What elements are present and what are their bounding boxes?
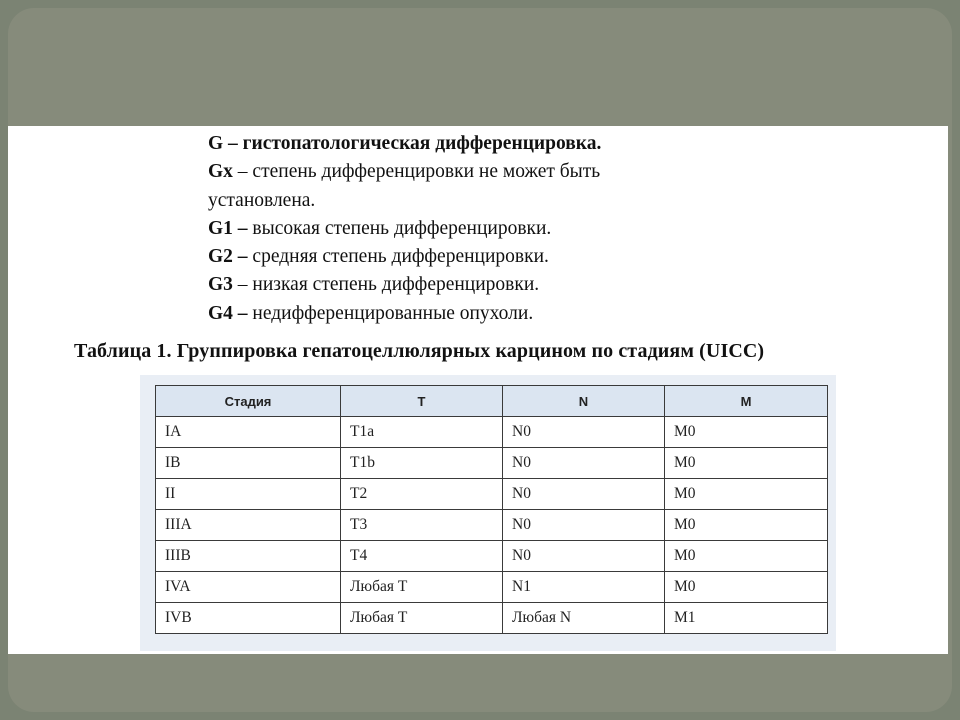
table-cell: N0: [503, 479, 665, 510]
grade-text: установлена.: [208, 189, 316, 211]
table-cell: T1a: [341, 417, 503, 448]
header-cell: T: [341, 386, 503, 417]
table-cell: M0: [665, 541, 828, 572]
table-cell: N0: [503, 448, 665, 479]
grade-text: – гистопатологическая дифференцировка.: [223, 133, 602, 154]
grade-definition-line: [208, 271, 908, 299]
table-cell: N0: [503, 541, 665, 572]
header-cell: M: [665, 386, 828, 417]
grade-definition-line: [208, 215, 908, 243]
table-frame: [140, 375, 836, 651]
grade-definition-line: [208, 187, 908, 215]
grade-code: G3: [208, 274, 233, 296]
header-cell: Стадия: [156, 386, 341, 417]
grade-code: G2 –: [208, 246, 248, 268]
table-cell: IA: [156, 417, 341, 448]
table-cell: T4: [341, 541, 503, 572]
table-cell: T3: [341, 510, 503, 541]
table-cell: IIIB: [156, 541, 341, 572]
table-row: [156, 603, 828, 634]
grade-text: средняя степень дифференцировки.: [247, 246, 549, 268]
grade-definition-line: [208, 158, 908, 186]
table-cell: IB: [156, 448, 341, 479]
table-cell: M0: [665, 448, 828, 479]
table-cell: N1: [503, 572, 665, 603]
grade-text: высокая степень дифференцировки.: [247, 217, 552, 239]
grade-definitions: [208, 130, 908, 328]
table-row: [156, 417, 828, 448]
table-header-row: [156, 386, 828, 417]
grade-definition-line: [208, 243, 908, 271]
table-row: [156, 572, 828, 603]
table-cell: N0: [503, 417, 665, 448]
grade-code: Gx: [208, 161, 233, 183]
document-image: [8, 126, 948, 654]
table-cell: M0: [665, 417, 828, 448]
table-row: [156, 541, 828, 572]
table-cell: Любая T: [341, 603, 503, 634]
grade-text: – низкая степень дифференцировки.: [232, 274, 540, 296]
table-cell: M0: [665, 572, 828, 603]
table-cell: II: [156, 479, 341, 510]
grade-code: G4 –: [208, 302, 248, 324]
table-cell: M0: [665, 479, 828, 510]
table-caption: Таблица 1. Группировка гепатоцеллюлярных карцином по стадиям (UICC): [74, 340, 765, 362]
table-cell: IVA: [156, 572, 341, 603]
table-cell: M1: [665, 603, 828, 634]
header-cell: N: [503, 386, 665, 417]
grade-definition-line: [208, 130, 908, 158]
table-cell: T2: [341, 479, 503, 510]
grade-text: – степень дифференцировки не может быть: [232, 161, 601, 183]
table-cell: N0: [503, 510, 665, 541]
grade-code: G: [208, 133, 224, 154]
table-cell: M0: [665, 510, 828, 541]
table-row: [156, 448, 828, 479]
table-cell: Любая N: [503, 603, 665, 634]
table-row: [156, 479, 828, 510]
table-cell: IIIA: [156, 510, 341, 541]
grade-text: недифференцированные опухоли.: [247, 302, 534, 324]
table-cell: T1b: [341, 448, 503, 479]
grade-code: G1 –: [208, 217, 248, 239]
table-row: [156, 510, 828, 541]
staging-table: [155, 385, 828, 634]
table-cell: IVB: [156, 603, 341, 634]
grade-definition-line: [208, 300, 908, 328]
table-cell: Любая T: [341, 572, 503, 603]
